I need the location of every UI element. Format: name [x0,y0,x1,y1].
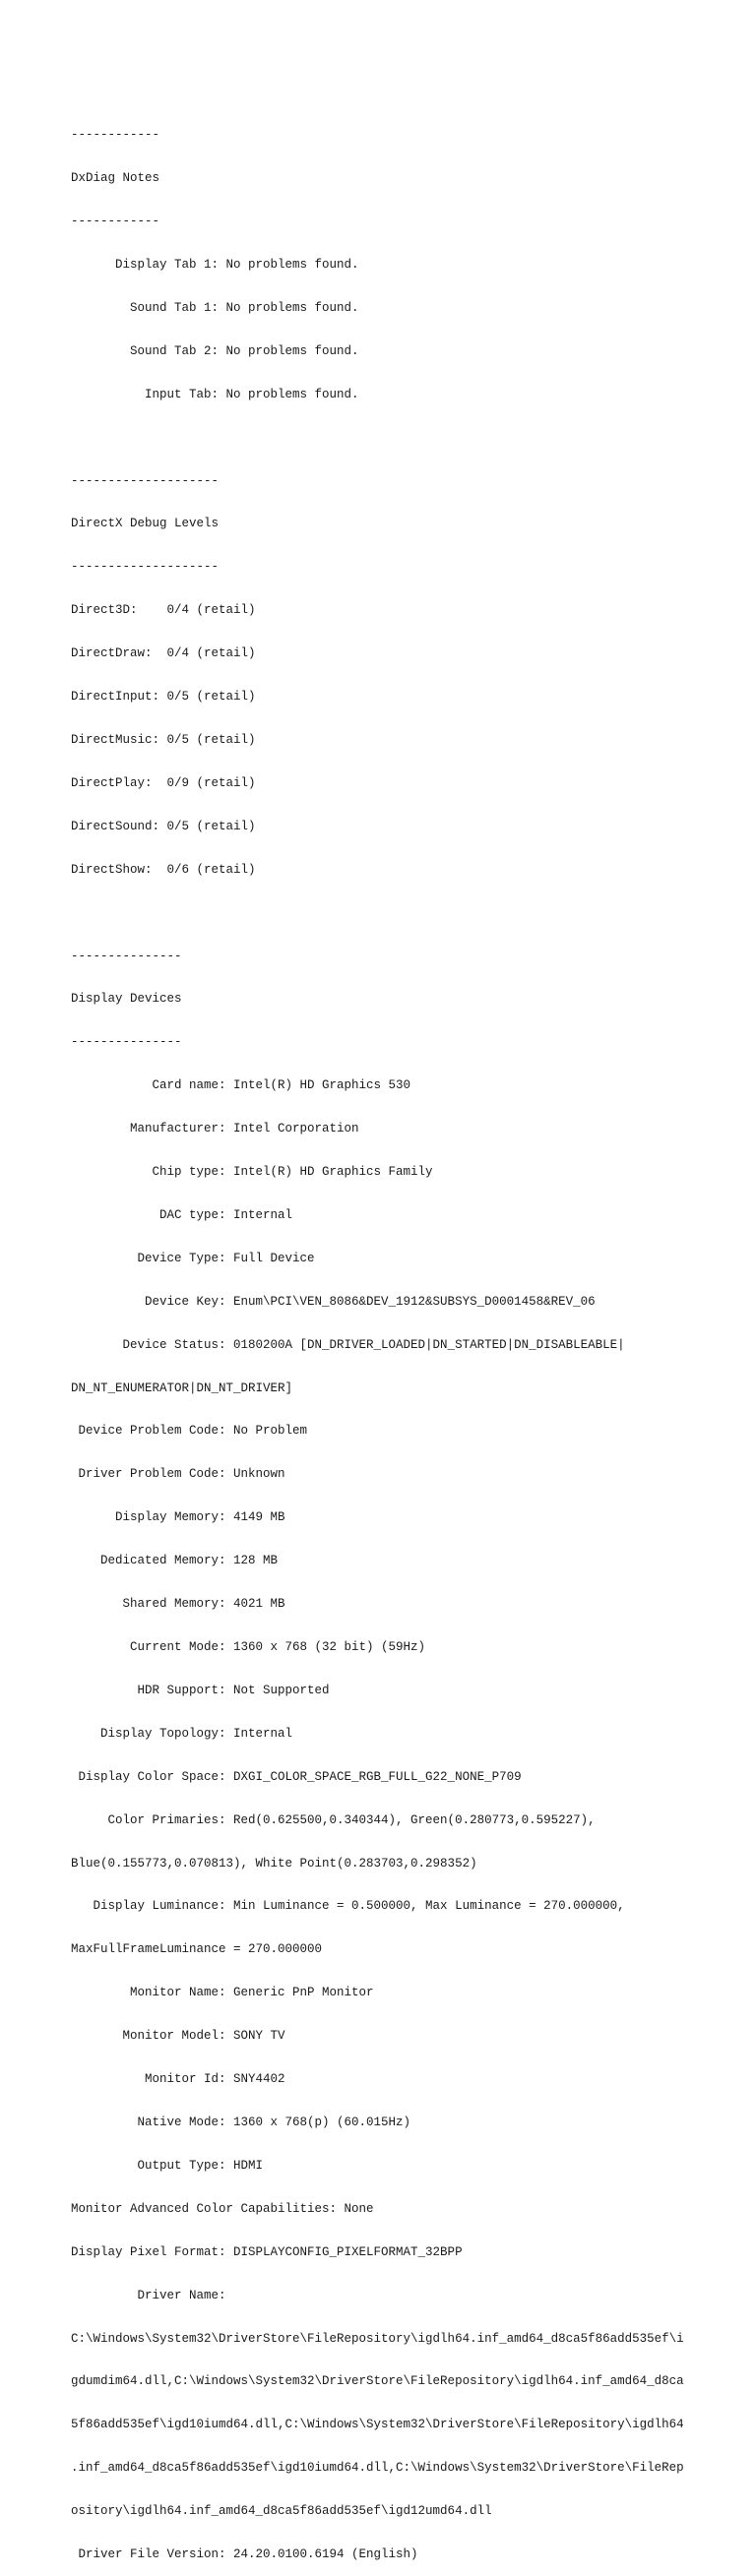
text-line: DN_NT_ENUMERATOR|DN_NT_DRIVER] [71,1380,293,1395]
text-line: Device Key: Enum\PCI\VEN_8086&DEV_1912&SUBSYS_D0001458&REV_06 [71,1294,596,1309]
text-line: gdumdim64.dll,C:\Windows\System32\DriverStore\FileRepository\igdlh64.inf_amd64_d8ca [71,2374,684,2389]
text-line: --------------- [71,949,182,963]
text-line: Monitor Id: SNY4402 [71,2072,285,2087]
text-line: DirectDraw: 0/4 (retail) [71,646,256,661]
text-line: -------------------- [71,473,220,488]
text-line: .inf_amd64_d8ca5f86add535ef\igd10iumd64.dll,C:\Windows\System32\DriverStore\FileRep [71,2461,684,2476]
text-line: Display Color Space: DXGI_COLOR_SPACE_RGB_FULL_G22_NONE_P709 [71,1769,522,1784]
text-line: Device Problem Code: No Problem [71,1424,308,1439]
text-line: Monitor Model: SONY TV [71,2029,285,2044]
text-line: DAC type: Internal [71,1207,293,1222]
text-line: MaxFullFrameLuminance = 270.000000 [71,1942,323,1957]
text-line: DirectSound: 0/5 (retail) [71,819,256,833]
text-line: DirectShow: 0/6 (retail) [71,862,256,877]
text-line: Device Status: 0180200A [DN_DRIVER_LOADED|DN_STARTED|DN_DISABLEABLE| [71,1337,625,1352]
text-line: Direct3D: 0/4 (retail) [71,603,256,618]
dxdiag-report-text [71,99,684,2576]
text-line: Driver File Version: 24.20.0100.6194 (English) [71,2547,418,2562]
text-line: Display Memory: 4149 MB [71,1510,285,1525]
text-line: ository\igdlh64.inf_amd64_d8ca5f86add535ef\igd12umd64.dll [71,2504,492,2519]
text-line: Monitor Name: Generic PnP Monitor [71,1986,374,2000]
text-line: Dedicated Memory: 128 MB [71,1554,279,1568]
text-line: Device Type: Full Device [71,1251,315,1265]
text-line: C:\Windows\System32\DriverStore\FileRepository\igdlh64.inf_amd64_d8ca5f86add535ef\i [71,2331,684,2346]
text-line: 5f86add535ef\igd10iumd64.dll,C:\Windows\System32\DriverStore\FileRepository\igdlh64 [71,2418,684,2432]
text-line: Display Tab 1: No problems found. [71,258,359,272]
text-line: Driver Name: [71,2288,226,2302]
text-line: Input Tab: No problems found. [71,387,359,401]
text-line: Current Mode: 1360 x 768 (32 bit) (59Hz) [71,1640,426,1654]
text-line: ------------ [71,215,160,229]
section-title-dxdiag-notes: DxDiag Notes [71,171,160,186]
text-line: HDR Support: Not Supported [71,1683,330,1697]
text-line [71,906,684,921]
text-line: Display Luminance: Min Luminance = 0.500000, Max Luminance = 270.000000, [71,1899,625,1914]
text-line: Sound Tab 2: No problems found. [71,343,359,358]
text-line: --------------- [71,1035,182,1050]
text-line [71,431,684,446]
text-line: Chip type: Intel(R) HD Graphics Family [71,1165,433,1180]
text-line: Driver Problem Code: Unknown [71,1467,285,1482]
text-line: Card name: Intel(R) HD Graphics 530 [71,1078,411,1093]
text-line: ------------ [71,128,160,143]
text-line: Sound Tab 1: No problems found. [71,300,359,315]
section-title-display-devices: Display Devices [71,992,182,1007]
text-line: DirectPlay: 0/9 (retail) [71,775,256,790]
text-line: Manufacturer: Intel Corporation [71,1122,359,1136]
text-line: Display Pixel Format: DISPLAYCONFIG_PIXELFORMAT_32BPP [71,2244,463,2259]
section-title-directx-debug-levels: DirectX Debug Levels [71,517,220,531]
text-line: Blue(0.155773,0.070813), White Point(0.283703,0.298352) [71,1856,477,1871]
text-line: Color Primaries: Red(0.625500,0.340344), Green(0.280773,0.595227), [71,1812,596,1827]
text-line: Monitor Advanced Color Capabilities: None [71,2201,374,2216]
text-line: DirectMusic: 0/5 (retail) [71,732,256,747]
text-line: Native Mode: 1360 x 768(p) (60.015Hz) [71,2115,411,2129]
text-line: Shared Memory: 4021 MB [71,1597,285,1612]
text-line: Output Type: HDMI [71,2158,264,2173]
text-line: Display Topology: Internal [71,1726,293,1741]
text-line: DirectInput: 0/5 (retail) [71,690,256,705]
text-line: -------------------- [71,560,220,575]
